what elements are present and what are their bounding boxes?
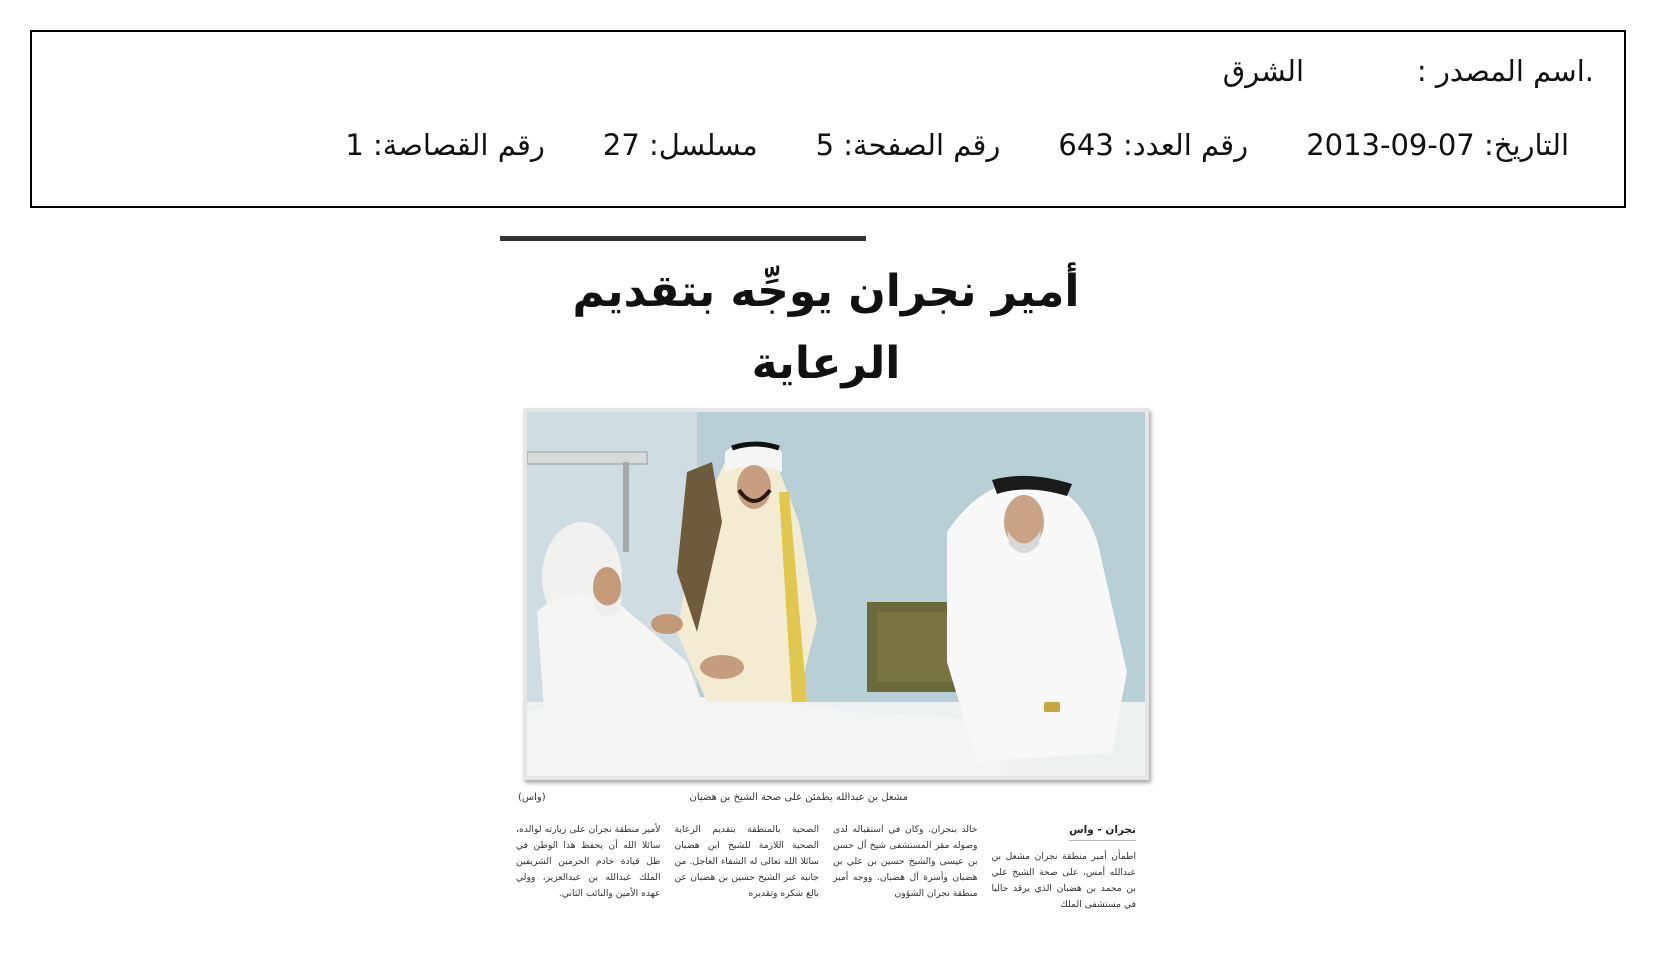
article-column-4: لأمير منطقة نجران على زيارته لوالده، سائلا الله أن يحفظ هذا الوطن في ظل قيادة خادم الحرمين الشريفين الملك عبدالله بن عبدالعزيز، وولي عهده الأمين والنائب الثاني. xyxy=(516,824,661,899)
date-field xyxy=(1306,128,1569,162)
article-byline: نجران - واس xyxy=(1069,822,1136,841)
issue-field xyxy=(1058,128,1248,162)
serial-label: مسلسل: xyxy=(649,128,758,162)
date-value: 2013-09-07 xyxy=(1306,128,1475,162)
column-1-text: اطمأن أمير منطقة نجران مشعل بن عبدالله أمس، على صحة الشيخ علي بن محمد بن هضبان الذي يرقد حاليا في مستشفى الملك xyxy=(991,851,1136,910)
clip-value: 1 xyxy=(345,128,364,162)
serial-field xyxy=(603,128,758,162)
clip-field xyxy=(345,128,545,162)
article-body xyxy=(516,822,1136,932)
metadata-box xyxy=(30,30,1626,208)
article-column-1 xyxy=(992,822,1137,932)
article-photo xyxy=(523,408,1149,780)
page-field xyxy=(816,128,1001,162)
headline-line-1: أمير نجران يوجِّه بتقديم الرعاية xyxy=(572,266,1080,389)
source-row xyxy=(1223,54,1594,88)
page-label: رقم الصفحة: xyxy=(843,128,1001,162)
serial-value: 27 xyxy=(602,128,640,162)
headline-rule xyxy=(500,236,866,241)
article-column-3: الصحية بالمنطقة بتقديم الرعاية الصحية اللازمة للشيخ ابن هضبان سائلا الله تعالى له الشفاء العاجل. من جانبه عبر الشيخ حسين بن هضبان عن بالغ شكره وتقديره xyxy=(674,824,819,899)
issue-label: رقم العدد: xyxy=(1123,128,1249,162)
newspaper-clipping xyxy=(496,236,1156,936)
photo-credit: (واس) xyxy=(518,792,546,803)
clip-label: رقم القصاصة: xyxy=(372,128,545,162)
source-value: الشرق xyxy=(1222,54,1304,88)
source-label: .اسم المصدر : xyxy=(1416,54,1594,88)
date-label: التاريخ: xyxy=(1483,128,1569,162)
page-value: 5 xyxy=(815,128,835,162)
details-row xyxy=(345,128,1569,162)
article-column-2: خالد بنجران. وكان في استقباله لدى وصوله مقر المستشفى شيخ آل حسن بن عيسى والشيخ حسين بن علي بن هضبان وأسرة آل هضبان. ووجه أمير منطقة نجران الشؤون xyxy=(833,824,978,899)
photo-caption: مشعل بن عبدالله يطمئن على صحة الشيخ بن هضبان xyxy=(689,792,908,803)
issue-value: 643 xyxy=(1058,128,1114,162)
